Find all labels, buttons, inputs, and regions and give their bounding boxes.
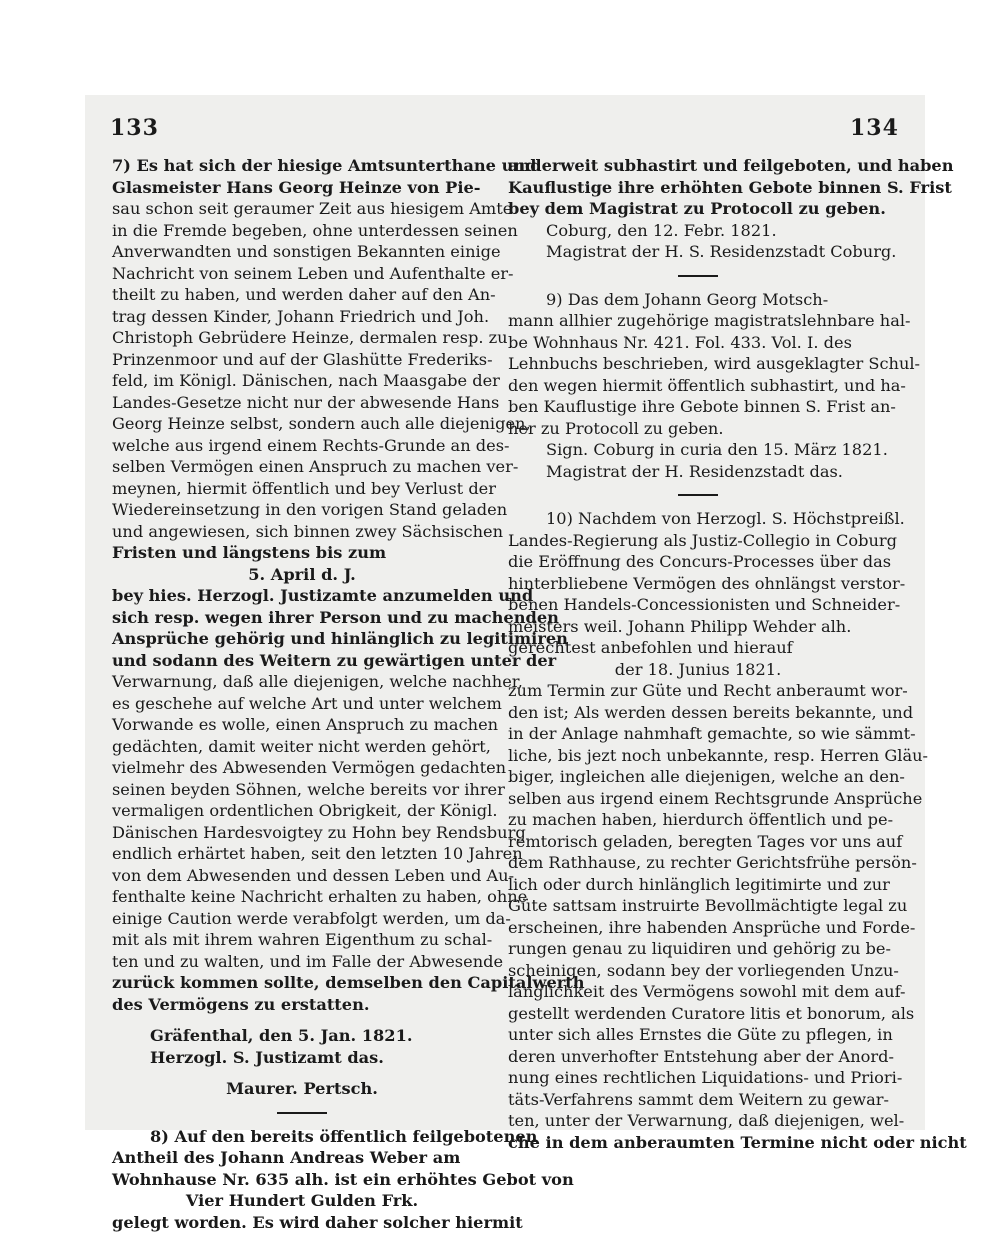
text-line: lich oder durch hinlänglich legitimirte und zur <box>508 874 888 896</box>
text-line: Vorwande es wolle, einen Anspruch zu machen <box>112 714 492 736</box>
text-line: es geschehe auf welche Art und unter welchem <box>112 693 492 715</box>
text-line: Güte sattsam instruirte Bevollmächtigte legal zu <box>508 895 888 917</box>
text-line: be Wohnhaus Nr. 421. Fol. 433. Vol. I. des <box>508 332 888 354</box>
text-line: Herzogl. S. Justizamt das. <box>112 1047 492 1069</box>
text-line: gelegt worden. Es wird daher solcher hiermit <box>112 1212 492 1233</box>
text-line: den wegen hiermit öffentlich subhastirt, und ha- <box>508 375 888 397</box>
text-line: 9) Das dem Johann Georg Motsch- <box>508 289 888 311</box>
text-line: meisters weil. Johann Philipp Wehder alh. <box>508 616 888 638</box>
text-line: anderweit subhastirt und feilgeboten, und haben <box>508 155 888 177</box>
text-line: Gräfenthal, den 5. Jan. 1821. <box>112 1025 492 1047</box>
text-line: Verwarnung, daß alle diejenigen, welche nachher, <box>112 671 492 693</box>
text-line: bey dem Magistrat zu Protocoll zu geben. <box>508 198 888 220</box>
text-line: nung eines rechtlichen Liquidations- und Priori- <box>508 1067 888 1089</box>
section-divider <box>678 494 718 496</box>
text-line: und sodann des Weitern zu gewärtigen unter der <box>112 650 492 672</box>
page-number-right: 134 <box>850 115 899 141</box>
left-column <box>112 155 492 1233</box>
text-line: einige Caution werde verabfolgt werden, um da- <box>112 908 492 930</box>
text-line: seinen beyden Söhnen, welche bereits vor ihrer <box>112 779 492 801</box>
text-line: che in dem anberaumten Termine nicht oder nicht <box>508 1132 888 1154</box>
text-line: theilt zu haben, und werden daher auf den An- <box>112 284 492 306</box>
text-line: 5. April d. J. <box>112 564 492 586</box>
text-line: Lehnbuchs beschrieben, wird ausgeklagter Schul- <box>508 353 888 375</box>
text-line: Georg Heinze selbst, sondern auch alle diejenigen, <box>112 413 492 435</box>
text-line: ben Kauflustige ihre Gebote binnen S. Frist an- <box>508 396 888 418</box>
text-line: die Eröffnung des Concurs-Processes über das <box>508 551 888 573</box>
text-line: täts-Verfahrens sammt dem Weitern zu gewar- <box>508 1089 888 1111</box>
text-line: Fristen und längstens bis zum <box>112 542 492 564</box>
text-line: biger, ingleichen alle diejenigen, welche an den- <box>508 766 888 788</box>
text-line: scheinigen, sodann bey der vorliegenden Unzu- <box>508 960 888 982</box>
text-line: Antheil des Johann Andreas Weber am <box>112 1147 492 1169</box>
text-line: deren unverhofter Entstehung aber der Anord- <box>508 1046 888 1068</box>
right-column <box>508 155 888 1153</box>
text-line: erscheinen, ihre habenden Ansprüche und Forde- <box>508 917 888 939</box>
text-line: des Vermögens zu erstatten. <box>112 994 492 1016</box>
text-line: den ist; Als werden dessen bereits bekannte, und <box>508 702 888 724</box>
text-line: von dem Abwesenden und dessen Leben und Au- <box>112 865 492 887</box>
text-line: Kauflustige ihre erhöhten Gebote binnen S. Frist <box>508 177 888 199</box>
text-line: ten, unter der Verwarnung, daß diejenigen, wel- <box>508 1110 888 1132</box>
text-line: benen Handels-Concessionisten und Schneider- <box>508 594 888 616</box>
text-line: gerechtest anbefohlen und hierauf <box>508 637 888 659</box>
text-line: Glasmeister Hans Georg Heinze von Pie- <box>112 177 492 199</box>
text-line: zurück kommen sollte, demselben den Capitalwerth <box>112 972 492 994</box>
text-line: gedächten, damit weiter nicht werden gehört, <box>112 736 492 758</box>
text-line: trag dessen Kinder, Johann Friedrich und Joh. <box>112 306 492 328</box>
text-line: sich resp. wegen ihrer Person und zu machenden <box>112 607 492 629</box>
text-line: ten und zu walten, und im Falle der Abwesende <box>112 951 492 973</box>
text-line: her zu Protocoll zu geben. <box>508 418 888 440</box>
text-line: Wiedereinsetzung in den vorigen Stand geladen <box>112 499 492 521</box>
text-line: selben Vermögen einen Anspruch zu machen ver- <box>112 456 492 478</box>
text-line: Sign. Coburg in curia den 15. März 1821. <box>508 439 888 461</box>
text-line: gestellt werdenden Curatore litis et bonorum, als <box>508 1003 888 1025</box>
text-line: vielmehr des Abwesenden Vermögen gedachten <box>112 757 492 779</box>
text-line: feld, im Königl. Dänischen, nach Maasgabe der <box>112 370 492 392</box>
text-line: Nachricht von seinem Leben und Aufenthalte er- <box>112 263 492 285</box>
text-line: Magistrat der H. S. Residenzstadt Coburg. <box>508 241 888 263</box>
text-line: Christoph Gebrüdere Heinze, dermalen resp. zu <box>112 327 492 349</box>
text-line: in die Fremde begeben, ohne unterdessen seinen <box>112 220 492 242</box>
text-line: selben aus irgend einem Rechtsgrunde Ansprüche <box>508 788 888 810</box>
text-line: mit als mit ihrem wahren Eigenthum zu schal- <box>112 929 492 951</box>
section-divider <box>678 275 718 277</box>
text-line: Ansprüche gehörig und hinlänglich zu legitimiren <box>112 628 492 650</box>
text-line: Prinzenmoor und auf der Glashütte Frederiks- <box>112 349 492 371</box>
text-line: und angewiesen, sich binnen zwey Sächsischen <box>112 521 492 543</box>
line-spacer <box>112 1068 492 1078</box>
text-line: zum Termin zur Güte und Recht anberaumt wor- <box>508 680 888 702</box>
text-line: länglichkeit des Vermögens sowohl mit dem auf- <box>508 981 888 1003</box>
text-line: sau schon seit geraumer Zeit aus hiesigem Amte <box>112 198 492 220</box>
text-line: Wohnhause Nr. 635 alh. ist ein erhöhtes Gebot von <box>112 1169 492 1191</box>
text-line: unter sich alles Ernstes die Güte zu pflegen, in <box>508 1024 888 1046</box>
text-line: dem Rathhause, zu rechter Gerichtsfrühe persön- <box>508 852 888 874</box>
section-divider <box>277 1112 327 1114</box>
text-line: Dänischen Hardesvoigtey zu Hohn bey Rendsburg <box>112 822 492 844</box>
text-line: Landes-Regierung als Justiz-Collegio in Coburg <box>508 530 888 552</box>
text-line: 10) Nachdem von Herzogl. S. Höchstpreißl. <box>508 508 888 530</box>
text-line: hinterbliebene Vermögen des ohnlängst verstor- <box>508 573 888 595</box>
text-line: 8) Auf den bereits öffentlich feilgebotenen <box>112 1126 492 1148</box>
text-line: rungen genau zu liquidiren und gehörig zu be- <box>508 938 888 960</box>
text-line: Coburg, den 12. Febr. 1821. <box>508 220 888 242</box>
page-number-left: 133 <box>110 115 159 141</box>
text-line: Maurer. Pertsch. <box>112 1078 492 1100</box>
text-line: bey hies. Herzogl. Justizamte anzumelden und <box>112 585 492 607</box>
text-line: zu machen haben, hierdurch öffentlich und pe- <box>508 809 888 831</box>
text-line: remtorisch geladen, beregten Tages vor uns auf <box>508 831 888 853</box>
text-line: 7) Es hat sich der hiesige Amtsunterthane und <box>112 155 492 177</box>
text-line: Magistrat der H. Residenzstadt das. <box>508 461 888 483</box>
text-line: fenthalte keine Nachricht erhalten zu haben, ohne <box>112 886 492 908</box>
text-line: Vier Hundert Gulden Frk. <box>112 1190 492 1212</box>
text-line: vermaligen ordentlichen Obrigkeit, der Königl. <box>112 800 492 822</box>
text-line: welche aus irgend einem Rechts-Grunde an des- <box>112 435 492 457</box>
text-line: Landes-Gesetze nicht nur der abwesende Hans <box>112 392 492 414</box>
text-line: liche, bis jezt noch unbekannte, resp. Herren Gläu- <box>508 745 888 767</box>
text-line: Anverwandten und sonstigen Bekannten einige <box>112 241 492 263</box>
text-line: der 18. Junius 1821. <box>508 659 888 681</box>
text-line: mann allhier zugehörige magistratslehnbare hal- <box>508 310 888 332</box>
line-spacer <box>112 1015 492 1025</box>
text-line: meynen, hiermit öffentlich und bey Verlust der <box>112 478 492 500</box>
text-line: endlich erhärtet haben, seit den letzten 10 Jahren <box>112 843 492 865</box>
text-line: in der Anlage nahmhaft gemachte, so wie sämmt- <box>508 723 888 745</box>
